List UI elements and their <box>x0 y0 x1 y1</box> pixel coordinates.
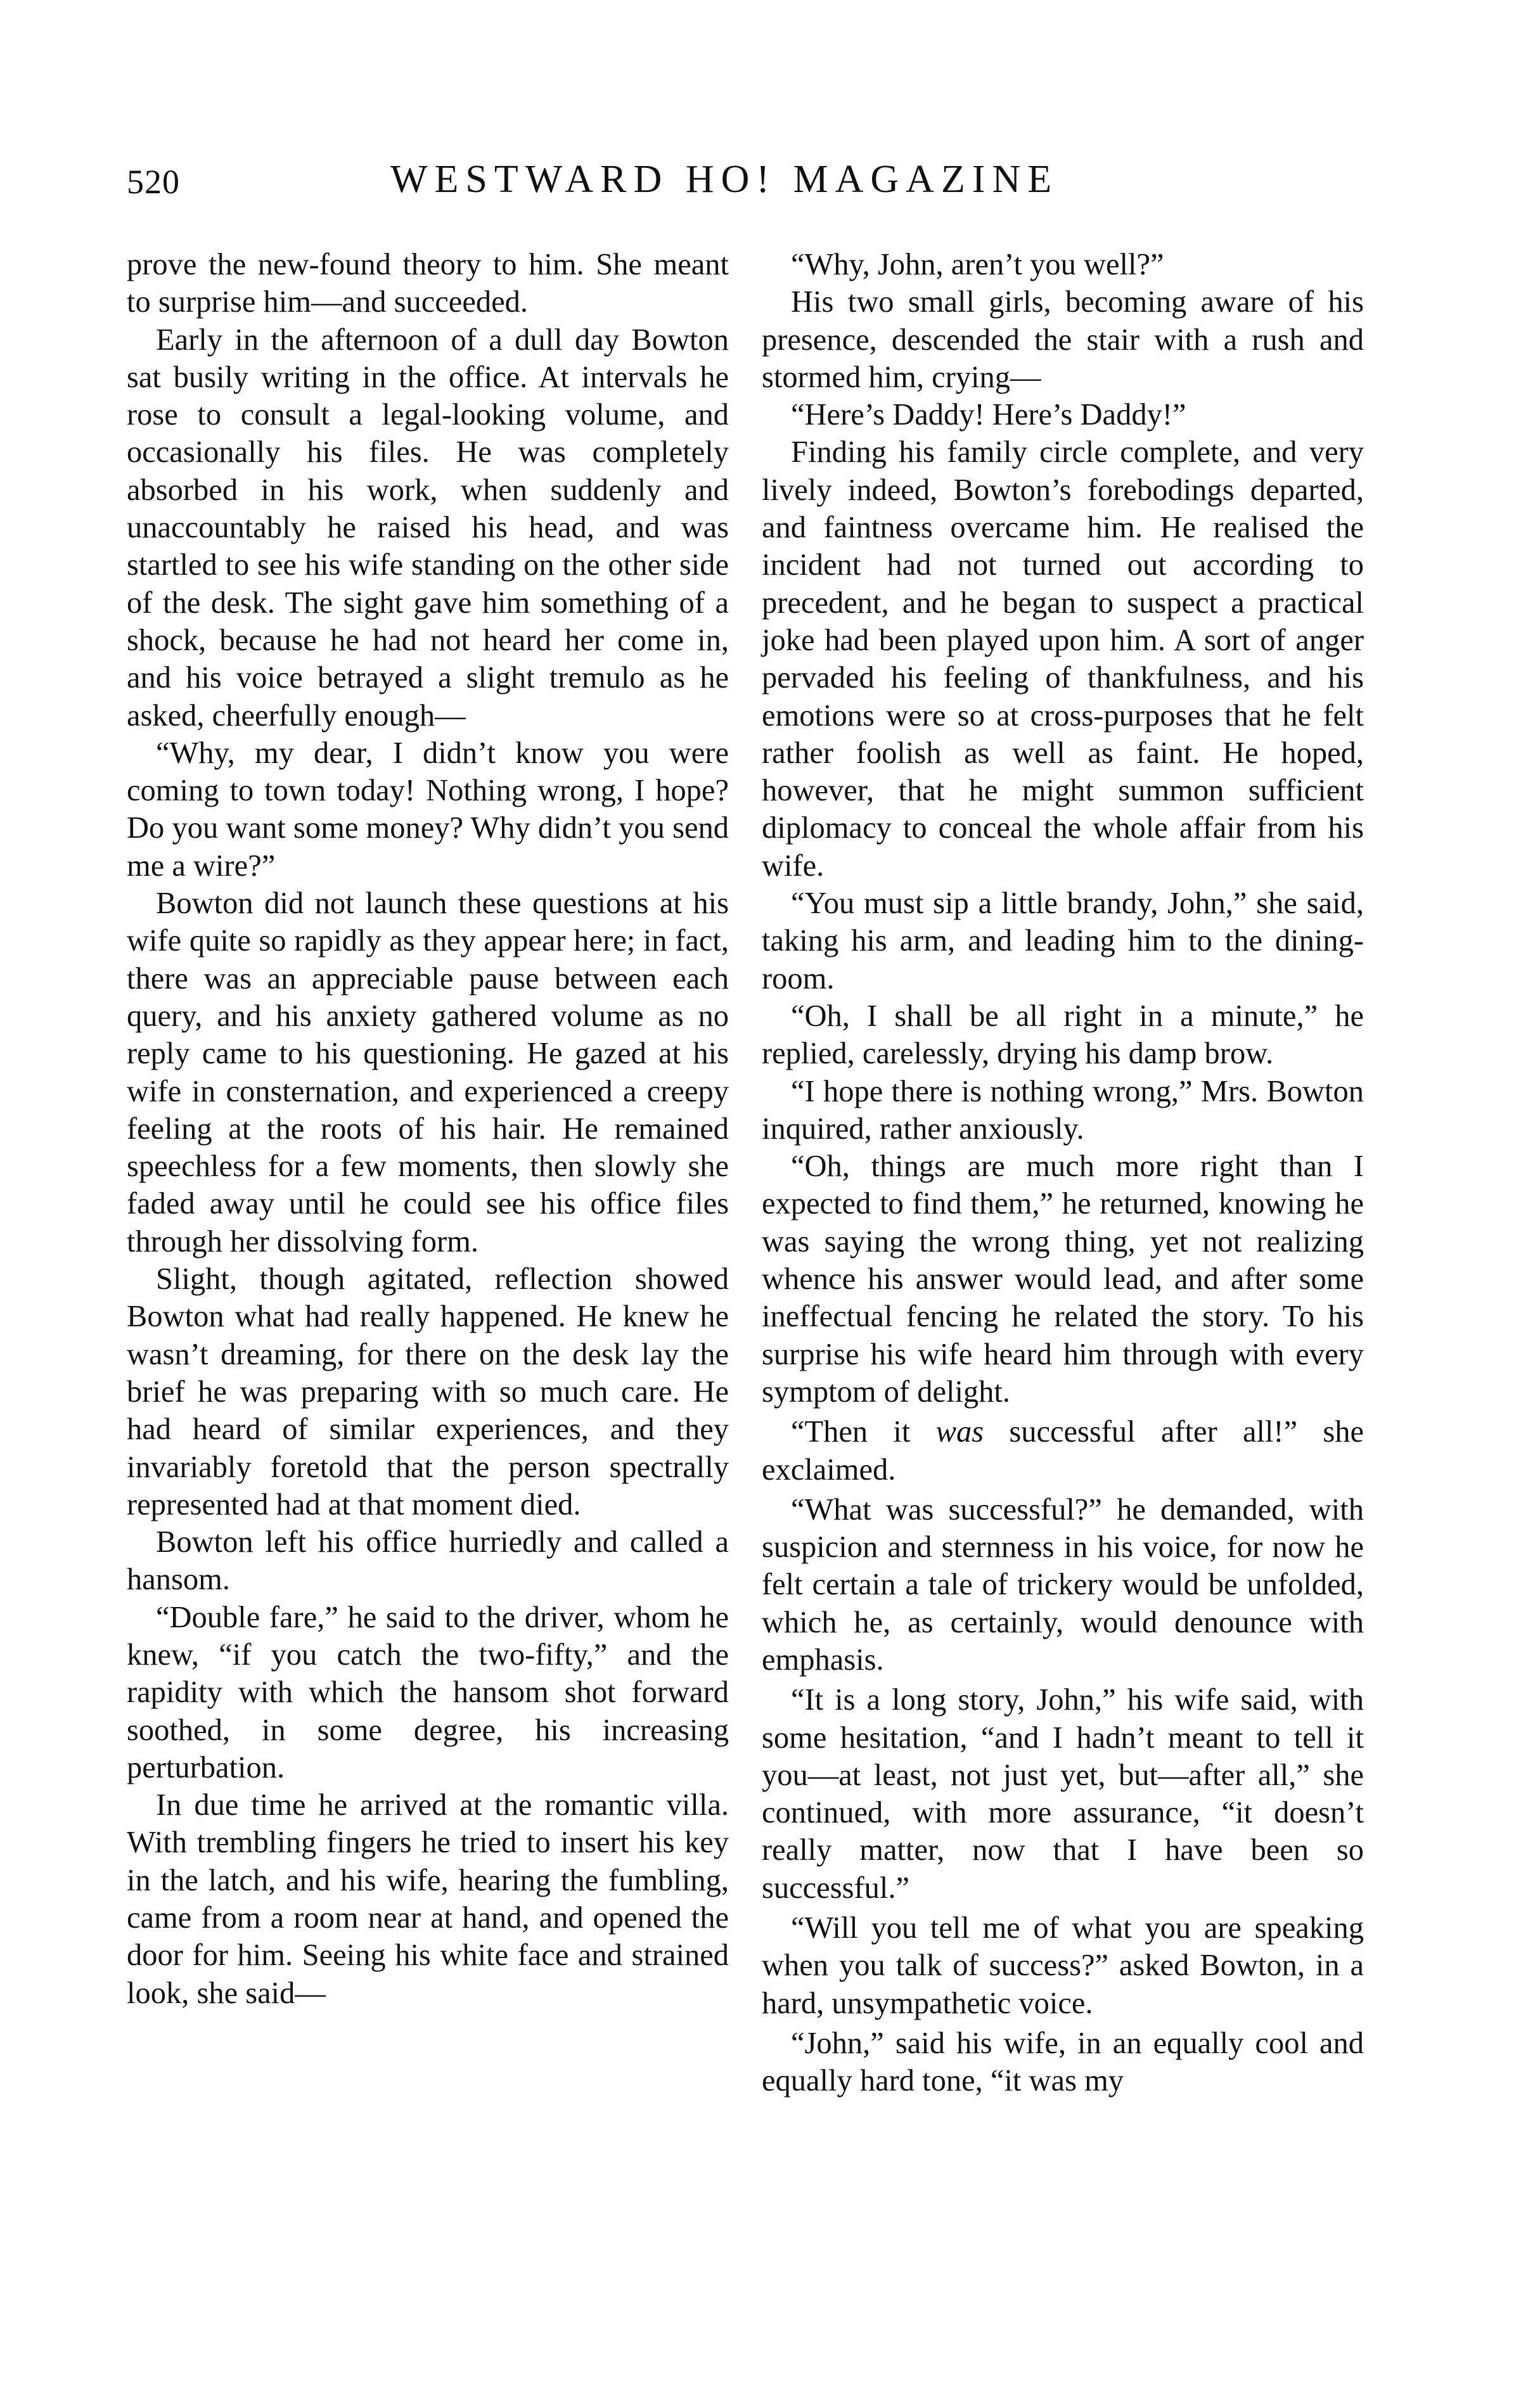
paragraph: Bowton left his office hurriedly and called a hansom. <box>127 1525 729 1597</box>
paragraph: In due time he arrived at the romantic villa. With trembling fingers he tried to insert his key in the latch, and his wife, hearing the fumbling, came from a room near at hand, and opened the door for him. Seeing his white face and strained look, she said— <box>127 1788 729 2010</box>
paragraph: “Oh, things are much more right than I expected to find them,” he returned, knowing he was saying the wrong thing, yet not realizing whence his answer would lead, and after some ineffectual fencing he related the story. To his surprise his wife heard him through with every symptom of delight. <box>762 1150 1364 1409</box>
paragraph-text: “Then it <box>791 1415 936 1449</box>
paragraph: His two small girls, becoming aware of his presence, descended the stair with a rush and stormed him, crying— <box>762 285 1364 394</box>
paragraph: Early in the afternoon of a dull day Bowton sat busily writing in the office. At intervals he rose to consult a legal-looking volume, and occasionally his files. He was completely absorbed in his work, when suddenly and unaccountably he raised his head, and was startled to see his wife standing on the other side of the desk. The sight gave him something of a shock, because he had not heard her come in, and his voice betrayed a slight tremulo as he asked, cheerfully enough— <box>127 323 729 733</box>
paragraph: “John,” said his wife, in an equally cool and equally hard tone, “it was my <box>762 2026 1364 2098</box>
paragraph: “Will you tell me of what you are speaking when you talk of success?” asked Bowton, in a hard, unsympathetic voice. <box>762 1911 1364 2020</box>
right-text-column <box>762 246 1364 2100</box>
paragraph: Finding his family circle complete, and very lively indeed, Bowton’s forebodings departed, and faintness overcame him. He realised the incident had not turned out according to precedent, and he began to suspect a practical joke had been played upon him. A sort of anger pervaded his feeling of thankfulness, and his emotions were so at cross-purposes that he felt rather foolish as well as faint. He hoped, however, that he might summon sufficient diplomacy to conceal the whole affair from his wife. <box>762 435 1364 883</box>
paragraph: “Oh, I shall be all right in a minute,” he replied, carelessly, drying his damp brow. <box>762 999 1364 1071</box>
paragraph: “I hope there is nothing wrong,” Mrs. Bowton inquired, rather anxiously. <box>762 1074 1364 1146</box>
paragraph: “What was successful?” he demanded, with suspicion and sternness in his voice, for now he felt certain a tale of trickery would be unfolded, which he, as certainly, would denounce with emphasis. <box>762 1492 1364 1677</box>
paragraph: “Double fare,” he said to the driver, whom he knew, “if you catch the two-fifty,” and the rapidity with which the hansom shot forward soothed, in some degree, his increasing perturbation. <box>127 1600 729 1784</box>
paragraph-text: successful after all!” she exclaimed. <box>762 1415 1364 1487</box>
paragraph: “You must sip a little brandy, John,” she said, taking his arm, and leading him to the dining-room. <box>762 887 1364 996</box>
paragraph-with-italic <box>762 1413 1364 1489</box>
page-number: 520 <box>127 163 180 201</box>
paragraph: Bowton did not launch these questions at his wife quite so rapidly as they appear here; in fact, there was an appreciable pause between each query, and his anxiety gathered volume as no reply came to his questioning. He gazed at his wife in consternation, and experienced a creepy feeling at the roots of his hair. He remained speechless for a few moments, then slowly she faded away until he could see his office files through her dissolving form. <box>127 887 729 1258</box>
page-header <box>127 157 1369 208</box>
paragraph: “Why, John, aren’t you well?” <box>791 248 1164 281</box>
paragraph: “It is a long story, John,” his wife said, with some hesitation, “and I hadn’t meant to tell it you—at least, not just yet, but—after all,” she continued, with more assurance, “it doesn’t really matter, now that I have been so successful.” <box>762 1683 1364 1905</box>
paragraph-continued: prove the new-found theory to him. She meant to surprise him—and succeeded. <box>127 248 729 319</box>
paragraph: “Why, my dear, I didn’t know you were coming to town today! Nothing wrong, I hope? Do you want some money? Why didn’t you send me a wire?” <box>127 736 729 883</box>
left-text-column <box>127 246 729 2012</box>
paragraph: Slight, though agitated, reflection showed Bowton what had really happened. He knew he wasn’t dreaming, for there on the desk lay the brief he was preparing with so much care. He had heard of similar experiences, and they invariably foretold that the person spectrally represented had at that moment died. <box>127 1262 729 1521</box>
paragraph: “Here’s Daddy! Here’s Daddy!” <box>791 398 1186 432</box>
italic-word: was <box>935 1415 984 1449</box>
running-title: WESTWARD HO! MAGAZINE <box>390 158 1059 201</box>
